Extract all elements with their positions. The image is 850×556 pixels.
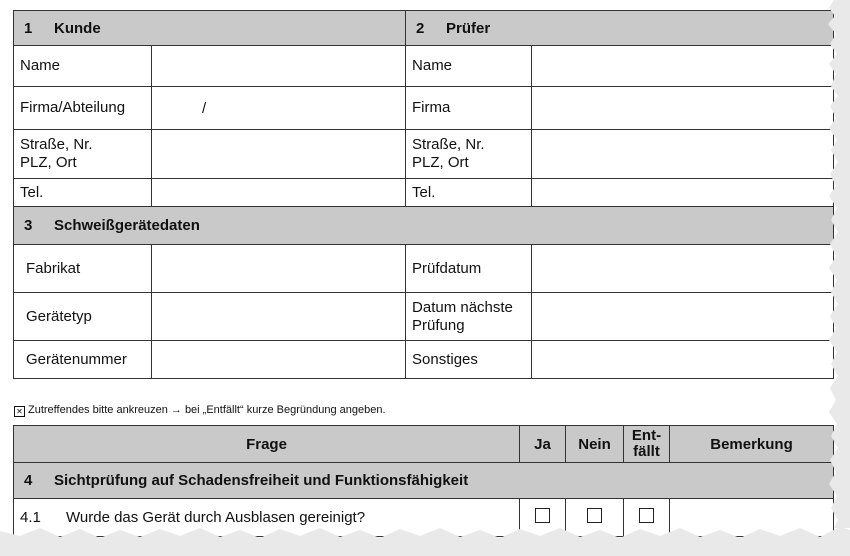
question-number: 4.1 [20, 509, 41, 526]
kunde-name-label: Name [14, 46, 152, 87]
col-nein-header: Nein [566, 426, 624, 463]
section-pruefer-header [406, 11, 834, 46]
city-label: PLZ, Ort [412, 154, 469, 171]
question-cell [14, 499, 520, 537]
instruction-text: Zutreffendes bitte ankreuzen → bei „Entfällt“ kurze Begründung angeben. [28, 404, 386, 416]
instruction-note [14, 404, 386, 417]
section-number: 4 [24, 472, 33, 489]
section-title: Kunde [54, 19, 101, 37]
pruefer-tel-field[interactable] [532, 179, 834, 207]
ja-cell [520, 499, 566, 537]
geraetenummer-label: Gerätenummer [14, 341, 152, 379]
kunde-firma-label: Firma/Abteilung [14, 87, 152, 130]
fabrikat-field[interactable] [152, 245, 406, 293]
entfaellt-line-2: fällt [633, 443, 660, 460]
bemerkung-field[interactable] [670, 499, 834, 537]
sonstiges-label: Sonstiges [406, 341, 532, 379]
firma-separator: / [202, 99, 207, 117]
pruefer-address-label [406, 130, 532, 179]
kunde-firma-field[interactable] [152, 87, 406, 130]
geraetenummer-field[interactable] [152, 341, 406, 379]
section-sichtpruefung-header [14, 463, 834, 499]
entfaellt-line-1: Ent- [631, 427, 662, 444]
col-frage-header: Frage [14, 426, 520, 463]
section-title: Prüfer [446, 19, 491, 37]
geraetetyp-field[interactable] [152, 293, 406, 341]
city-label: PLZ, Ort [20, 154, 77, 171]
kunde-address-label [14, 130, 152, 179]
pruefer-tel-label: Tel. [406, 179, 532, 207]
section-number: 1 [24, 19, 33, 37]
section-geraet-header [14, 207, 834, 245]
pruefer-name-field[interactable] [532, 46, 834, 87]
pruefdatum-label: Prüfdatum [406, 245, 532, 293]
col-ja-header: Ja [520, 426, 566, 463]
ja-checkbox[interactable] [535, 508, 550, 523]
section-number: 3 [24, 217, 33, 234]
section-title: Schweißgerätedaten [54, 217, 200, 234]
col-entfaellt-header [624, 426, 670, 463]
kunde-name-field[interactable] [152, 46, 406, 87]
header-form-table [13, 10, 834, 379]
entfaellt-cell [624, 499, 670, 537]
naechste-pruefung-field[interactable] [532, 293, 834, 341]
section-number: 2 [416, 19, 425, 37]
question-text: Wurde das Gerät durch Ausblasen gereinigt? [66, 509, 366, 526]
section-title: Sichtprüfung auf Schadensfreiheit und Funktionsfähigkeit [54, 472, 469, 489]
pruefdatum-field[interactable] [532, 245, 834, 293]
naechste-line-2: Prüfung [412, 316, 465, 334]
street-label: Straße, Nr. [20, 136, 93, 153]
kunde-tel-label: Tel. [14, 179, 152, 207]
kunde-address-field[interactable] [152, 130, 406, 179]
kunde-tel-field[interactable] [152, 179, 406, 207]
section-kunde-header [14, 11, 406, 46]
col-bemerkung-header: Bemerkung [670, 426, 834, 463]
sonstiges-field[interactable] [532, 341, 834, 379]
fabrikat-label: Fabrikat [14, 245, 152, 293]
checklist-table [13, 425, 834, 537]
pruefer-firma-field[interactable] [532, 87, 834, 130]
checked-box-icon: ✕ [14, 406, 25, 417]
pruefer-firma-label: Firma [406, 87, 532, 130]
nein-cell [566, 499, 624, 537]
pruefer-name-label: Name [406, 46, 532, 87]
pruefer-address-field[interactable] [532, 130, 834, 179]
table-row [14, 499, 834, 537]
entfaellt-checkbox[interactable] [639, 508, 654, 523]
naechste-line-1: Datum nächste [412, 298, 513, 316]
street-label: Straße, Nr. [412, 136, 485, 153]
naechste-pruefung-label [406, 293, 532, 341]
geraetetyp-label: Gerätetyp [14, 293, 152, 341]
nein-checkbox[interactable] [587, 508, 602, 523]
